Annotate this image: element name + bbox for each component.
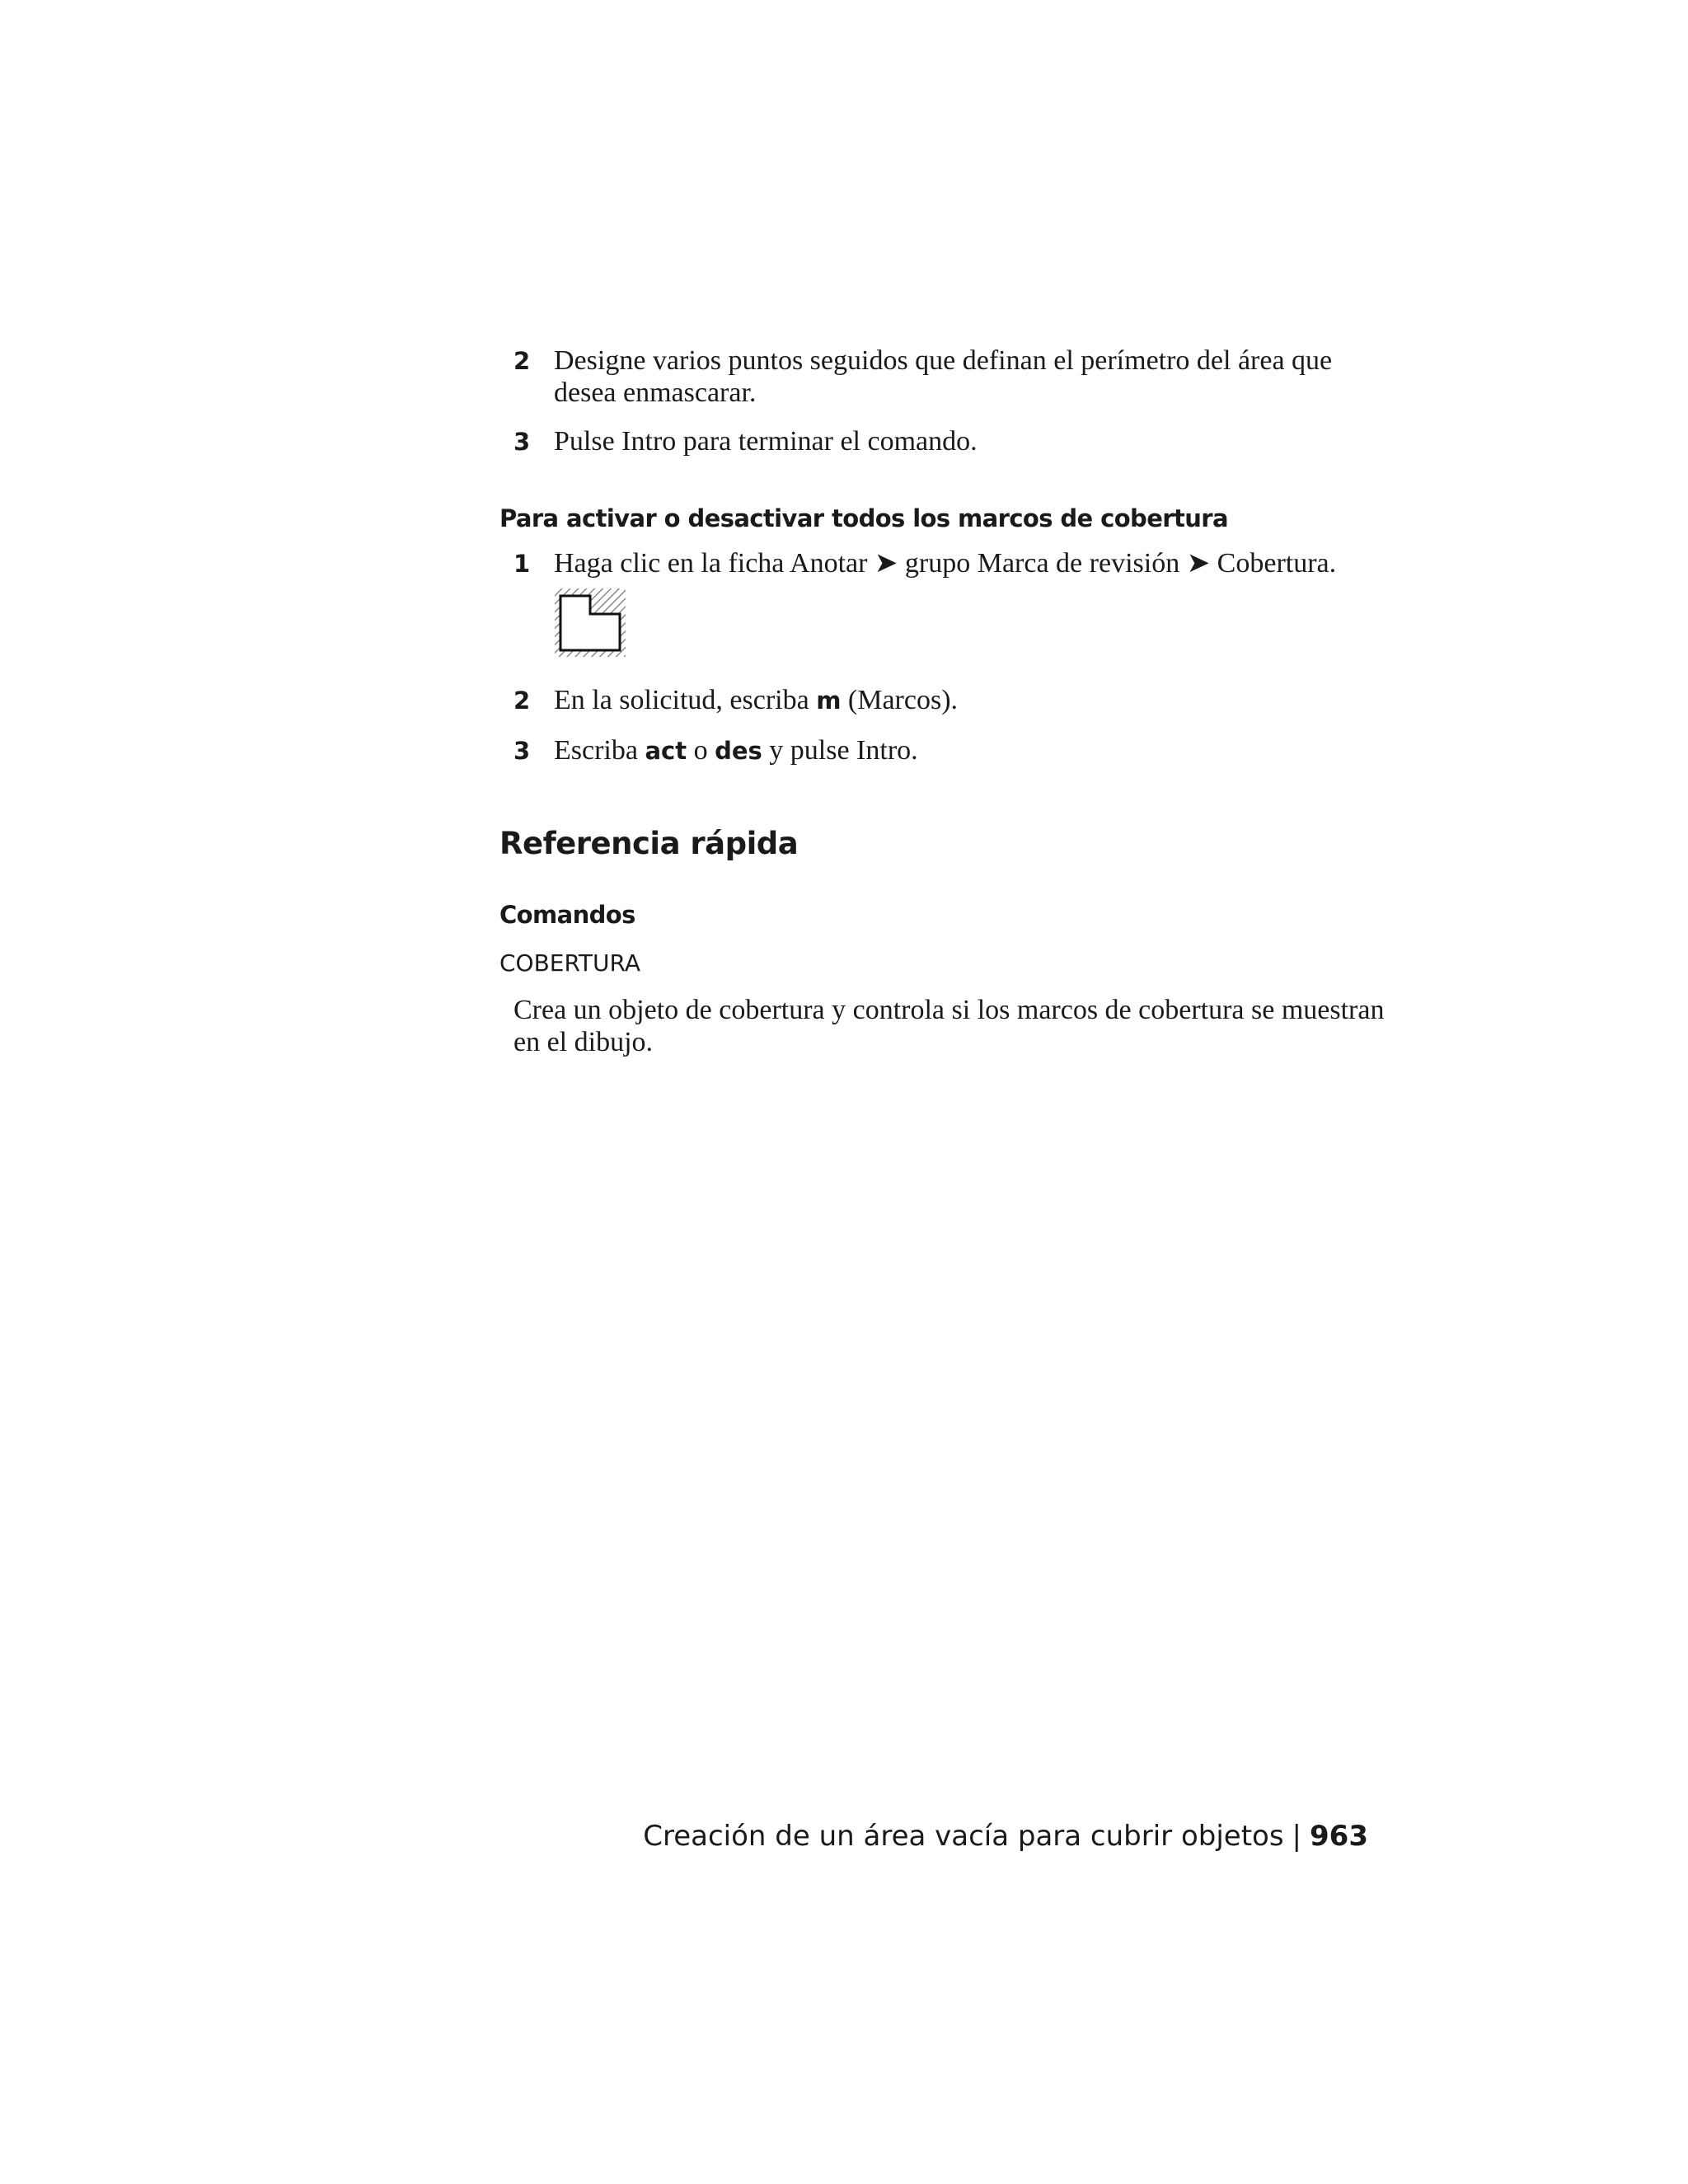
step-text: Pulse Intro para terminar el comando. — [554, 426, 978, 457]
footer-separator: | — [1292, 1820, 1302, 1853]
step-2-top — [513, 344, 1379, 410]
step-text: Haga clic en la ficha Anotar ➤ grupo Marca de revisión ➤ Cobertura. — [554, 548, 1337, 579]
wipeout-icon — [554, 588, 626, 658]
step-text-mid: o — [687, 735, 715, 766]
typed-input-act: act — [645, 737, 687, 765]
commands-label: Comandos — [499, 901, 635, 929]
procedure-title: Para activar o desactivar todos los marcos de cobertura — [499, 504, 1228, 532]
procedure-step-2 — [513, 684, 1379, 717]
step-number: 2 — [513, 347, 531, 375]
step-text-post: (Marcos). — [841, 685, 959, 715]
footer-title: Creación de un área vacía para cubrir objetos — [643, 1820, 1284, 1853]
step-text: Designe varios puntos seguidos que definan el perímetro del área que desea enmascarar. — [554, 345, 1333, 408]
section-heading: Referencia rápida — [499, 826, 799, 861]
step-text-pre: En la solicitud, escriba — [554, 685, 817, 715]
step-text — [554, 684, 1378, 717]
typed-input-m: m — [816, 687, 842, 715]
step-text — [554, 734, 1378, 767]
step-number: 3 — [513, 428, 531, 456]
step-text-pre: Escriba — [554, 735, 645, 766]
procedure-step-1 — [513, 547, 1379, 580]
procedure-step-3 — [513, 734, 1379, 767]
step-number: 2 — [513, 687, 531, 715]
page-number: 963 — [1310, 1820, 1368, 1853]
command-name: COBERTURA — [499, 949, 640, 977]
typed-input-des: des — [715, 737, 762, 765]
step-number: 1 — [513, 550, 531, 578]
step-3-top — [513, 425, 1379, 458]
step-number: 3 — [513, 737, 531, 765]
page-footer — [643, 1820, 1368, 1853]
step-text-post: y pulse Intro. — [762, 735, 918, 766]
command-description: Crea un objeto de cobertura y controla si los marcos de cobertura se muestran en el dibujo. — [513, 995, 1385, 1057]
